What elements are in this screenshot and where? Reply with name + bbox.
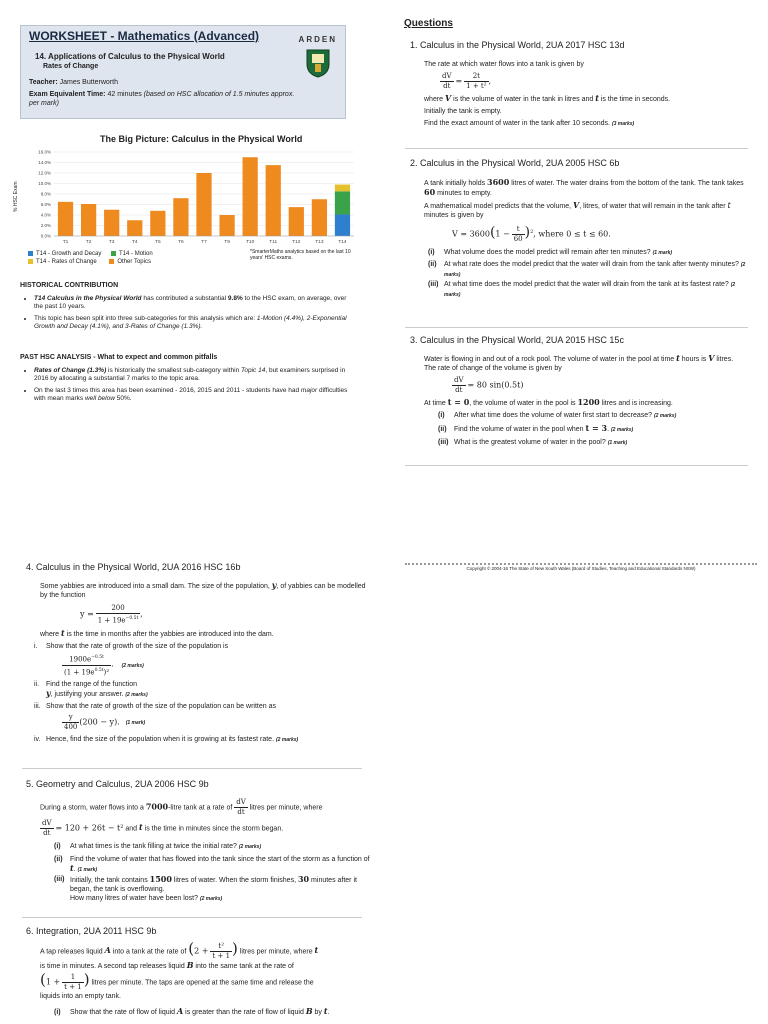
past-bullet-1: • Rates of Change (1.3%) is historically the smallest sub-category within Topic 14, but examiners surprised in 2016 by allocating a substantial 7 marks to the topic area.	[34, 367, 355, 383]
chart-bar	[150, 211, 165, 236]
chart-note: *SmarterMaths analytics based on the last 10 years' HSC exams.	[250, 249, 351, 261]
chart-y-tick-label: 2.0%	[40, 223, 51, 228]
q2-part-i: (i) What volume does the model predict will remain after ten minutes? (1 mark)	[428, 249, 673, 256]
q1-title: 1. Calculus in the Physical World, 2UA 2017 HSC 13d	[410, 40, 625, 50]
q4-equation: y = $\frac{200}{1 + 19e^{-0.5t}}$ ,	[80, 604, 143, 625]
worksheet-title: WORKSHEET - Mathematics (Advanced)	[29, 29, 260, 43]
divider-q3	[405, 465, 748, 466]
chart-x-tick-label: T7	[201, 240, 207, 245]
q3-title: 3. Calculus in the Physical World, 2UA 2015 HSC 15c	[410, 335, 624, 345]
q6-frac-a: $\frac{\text{t²}}{t + 1}$	[212, 942, 231, 960]
divider-q4	[22, 768, 362, 769]
chart-x-tick-label: T6	[178, 240, 184, 245]
subtopic-title: Rates of Change	[43, 63, 99, 70]
q3-part-ii: (ii) Find the volume of water in the pool when t = 3. (2 marks)	[438, 423, 634, 433]
q6-line1: A tap releases liquid A into a tank at the rate of (2 + $\frac{\text{t²}}{t + 1}$ ) litres per minute, where t	[40, 939, 319, 960]
legend-label-motion: T14 - Motion	[119, 251, 153, 257]
bar-chart	[24, 146, 364, 250]
q4-title: 4. Calculus in the Physical World, 2UA 2016 HSC 16b	[26, 562, 241, 572]
q1-intro: The rate at which water flows into a tank is given by	[424, 61, 584, 68]
q3-equation: $\frac{dV}{dt}$ = 80 sin(0.5t)	[454, 376, 524, 394]
exam-time-note: (based on HSC allocation of 1.5 minutes approx. per mark)	[29, 91, 295, 107]
chart-y-tick-label: 4.0%	[40, 212, 51, 218]
q5-body	[40, 798, 370, 904]
q3-part-i: (i) After what time does the volume of water first start to decrease? (2 marks)	[438, 412, 677, 419]
divider-q5	[22, 917, 362, 918]
historical-bullet-2: • This topic has been split into three sub-categories for this analysis which are: 1-Motion (4.4%), 2-Exponential Growth and Decay (4.1%), and 3-Rates of Change (1.3%).	[34, 315, 355, 331]
q3-line2: At time t = 0, the volume of water in the pool is 1200 litres and is increasing.	[424, 397, 673, 407]
chart-legend	[28, 250, 198, 266]
questions-heading: Questions	[404, 18, 453, 29]
q5-line1: During a storm, water flows into a 7000-litre tank at a rate of $\frac{dV}{dt}$ litres per minute, where	[40, 798, 323, 816]
q4-part-ii-cont: y, justifying your answer. (2 marks)	[46, 687, 148, 698]
q5-part-ii: (ii) Find the volume of water that has flowed into the tank since the start of the storm as a function of t. (1 mark)	[54, 856, 370, 873]
q1-line2: Initially the tank is empty.	[424, 108, 502, 115]
divider-q1	[405, 148, 748, 149]
q6-line2: is time in minutes. A second tap releases liquid B into the same tank at the rate of	[40, 960, 294, 970]
chart-bar	[58, 202, 73, 236]
q1-dvdt: $\frac{dV}{dt}$	[442, 72, 452, 90]
q2-line2: A mathematical model predicts that the volume, V, litres, of water that will remain in the tank after t minutes is given by	[424, 200, 731, 219]
chart-bar	[289, 207, 304, 236]
chart-bar	[81, 204, 96, 236]
q2-part-iii: (iii) At what time does the model predict that the water will drain from the tank at its fastest rate? (2 marks)	[428, 281, 736, 298]
chart-x-tick-label: T12	[292, 240, 301, 245]
q4-part-iv: iv. Hence, find the size of the population when it is growing at its fastest rate. (2 marks)	[34, 735, 299, 743]
q2-part-ii: (ii) At what rate does the model predict that the water will drain from the tank after twenty minutes? (2 marks)	[428, 261, 746, 278]
q5-dvdt-2: $\frac{dV}{dt}$	[42, 819, 52, 837]
q3-line1: Water is flowing in and out of a rock pool. The volume of water in the pool at time t hours is V litres. The rate of change of the volume is given by	[424, 353, 734, 372]
q4-part-iii: iii. Show that the rate of growth of the size of the population can be written as	[34, 702, 276, 710]
q4-part-i: i. Show that the rate of growth of the size of the population is	[34, 643, 229, 651]
q3-part-iii: (iii) What is the greatest volume of water in the pool? (1 mark)	[438, 439, 628, 446]
school-crest-icon	[305, 48, 331, 78]
chart-x-tick-label: T5	[155, 240, 161, 245]
chart-bar	[312, 199, 327, 236]
chart-bar	[196, 173, 211, 236]
teacher-line	[29, 79, 118, 86]
chart-x-tick-label: T4	[131, 240, 138, 245]
q4-iii-frac: $\frac{y}{400}$	[64, 712, 78, 731]
q6-frac-b: $\frac{1}{t + 1}$	[64, 973, 82, 991]
chart-x-tick-label: T13	[315, 240, 324, 245]
q2-title: 2. Calculus in the Physical World, 2UA 2005 HSC 6b	[410, 158, 620, 168]
topic-title: 14. Applications of Calculus to the Physical World	[35, 52, 225, 61]
q1-body	[424, 60, 754, 129]
chart-bar	[127, 220, 142, 236]
past-analysis-heading: PAST HSC ANALYSIS - What to expect and common pitfalls	[20, 354, 218, 361]
legend-label-other: Other Topics	[117, 259, 151, 265]
historical-heading: HISTORICAL CONTRIBUTION	[20, 282, 119, 289]
chart-x-tick-label: T2	[85, 240, 92, 245]
legend-swatch-motion	[111, 251, 116, 256]
q5-equation: $\frac{dV}{dt}$ = 120 + 26t − t² and t is the time in minutes since the storm began.	[42, 819, 284, 837]
exam-time-line	[29, 90, 299, 108]
past-bullet-2: • On the last 3 times this area has been examined - 2016, 2015 and 2011 - students have had major difficulties with mean marks well below 50%.	[34, 387, 355, 403]
q3-body	[424, 354, 746, 448]
chart-y-tick-label: 0.0%	[40, 233, 51, 239]
historical-section	[20, 295, 355, 335]
legend-row-1	[28, 250, 198, 258]
q5-part-i: (i) At what times is the tank filling at twice the initial rate? (2 marks)	[54, 843, 262, 850]
q4-part-i-equation: $\frac{1900e^{-0.5t}}{(1 + 19e^{0.5t})^2}$ . (2 marks)	[64, 655, 144, 676]
chart-x-tick-label: T1	[62, 240, 69, 245]
q4-line1: Some yabbies are introduced into a small dam. The size of the population, y, of yabbies can be modelled by the function	[40, 580, 366, 599]
q5-part-iii: (iii) Initially, the tank contains 1500 litres of water. When the storm finishes, 30 minutes after it began, the tank is overflowing. How many litres of water have been lost? (2 marks)	[54, 874, 357, 902]
legend-swatch-rates	[28, 259, 33, 264]
chart-y-tick-label: 12.0%	[38, 170, 51, 176]
worksheet-header	[20, 25, 346, 119]
chart-y-axis-label: % HSC Exam	[13, 181, 19, 212]
q1-rate-frac: $\frac{2t}{\text{1 + t²}}$	[466, 72, 487, 90]
school-logo-text: ARDEN	[298, 35, 337, 44]
q3-dvdt: $\frac{dV}{dt}$	[454, 376, 464, 394]
divider-q2	[405, 327, 748, 328]
q1-equation: $\frac{dV}{dt}$ = $\frac{2t}{\text{1 + t²}}$ ,	[442, 72, 492, 90]
exam-time: 42 minutes	[107, 91, 142, 98]
copyright-notice: Copyright © 2004-16 The State of New South Wales (Board of Studies, Teaching and Educational Standards NSW)	[405, 563, 757, 571]
legend-swatch-other	[109, 259, 114, 264]
q2-line1: A tank initially holds 3600 litres of water. The water drains from the bottom of the tank. The tank takes 60 minutes to empty.	[424, 177, 744, 197]
chart-y-tick-label: 6.0%	[40, 202, 51, 207]
q4-line2: where t is the time in months after the yabbies are introduced into the dam.	[40, 628, 274, 639]
chart-bar	[104, 210, 119, 236]
q1-line1: where V is the volume of water in the tank in litres and t is the time in seconds.	[424, 93, 671, 103]
q2-body	[424, 178, 746, 300]
teacher-name: James Butterworth	[59, 79, 118, 86]
chart-x-tick-label: T9	[224, 240, 230, 245]
q4-i-frac: $\frac{1900e^{-0.5t}}{(1 + 19e^{0.5t})^2}$	[64, 655, 110, 676]
exam-time-label: Exam Equivalent Time:	[29, 91, 106, 98]
chart-y-tick-label: 8.0%	[40, 191, 51, 197]
q4-frac: $\frac{200}{1 + 19e^{-0.5t}}$	[97, 604, 139, 625]
legend-row-2	[28, 258, 198, 266]
chart-y-tick-label: 16.0%	[38, 149, 51, 155]
q6-title: 6. Integration, 2UA 2011 HSC 9b	[26, 926, 157, 936]
chart-y-tick-label: 14.0%	[38, 160, 51, 165]
chart-bar	[173, 198, 188, 236]
legend-label-growth: T14 - Growth and Decay	[36, 251, 102, 257]
chart-bar	[243, 157, 258, 236]
q2-frac: $\frac{t}{60}$	[513, 225, 523, 243]
chart-x-tick-label: T3	[108, 240, 115, 245]
q5-title: 5. Geometry and Calculus, 2UA 2006 HSC 9b	[26, 779, 209, 789]
legend-label-rates: T14 - Rates of Change	[36, 259, 97, 265]
q6-line4: liquids into an empty tank.	[40, 993, 121, 1000]
q6-line3: (1 + $\frac{1}{t + 1}$ ) litres per minute. The taps are opened at the same time and release the	[40, 970, 314, 991]
past-analysis-section	[20, 367, 355, 407]
chart-bar-t14-segment	[335, 185, 350, 192]
chart-y-tick-label: 10.0%	[38, 181, 51, 186]
q2-equation: V = 3600(1 − $\frac{t}{60}$ )$^2$, where 0 ≤ t ≤ 60.	[452, 224, 611, 243]
chart-x-tick-label: T11	[269, 240, 278, 245]
q6-part-i: (i) Show that the rate of flow of liquid A is greater than the rate of flow of liquid B by t.	[54, 1006, 330, 1016]
historical-bullet-1: • T14 Calculus in the Physical World has contributed a substantial 9.8% to the HSC exam, on average, over the past 10 years.	[34, 295, 355, 311]
chart-bar-t14-segment	[335, 214, 350, 236]
chart-bar	[266, 165, 281, 236]
q1-line3: Find the exact amount of water in the tank after 10 seconds. (3 marks)	[424, 120, 635, 127]
q4-part-iii-equation: $\frac{y}{400}$ (200 − y). (1 mark)	[64, 712, 146, 731]
chart-x-tick-label: T14	[338, 240, 347, 245]
teacher-label: Teacher:	[29, 79, 58, 86]
q6-body	[40, 939, 370, 1017]
chart-bar	[219, 215, 234, 236]
legend-swatch-growth	[28, 251, 33, 256]
q4-part-ii: ii. Find the range of the function	[34, 680, 138, 688]
q4-body	[34, 580, 370, 745]
chart-title: The Big Picture: Calculus in the Physical World	[100, 134, 303, 144]
q5-dvdt: $\frac{dV}{dt}$	[236, 798, 246, 816]
chart-x-tick-label: T10	[246, 240, 255, 245]
chart-bar-t14-segment	[335, 191, 350, 214]
